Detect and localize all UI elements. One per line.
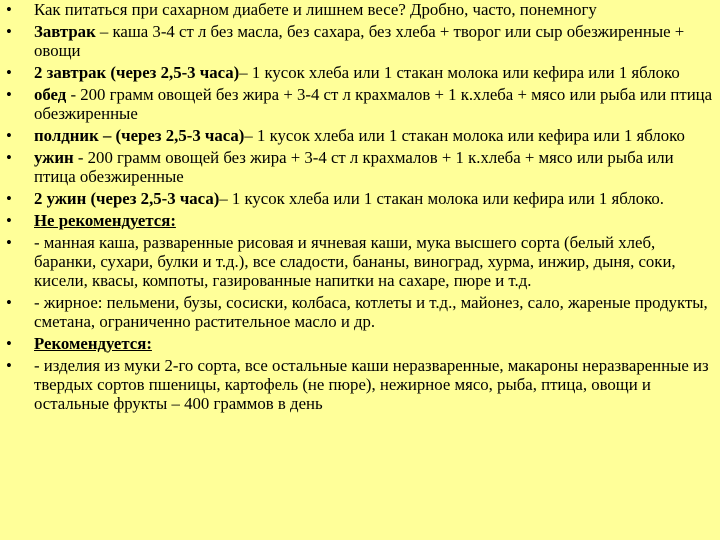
- meal-name: 2 завтрак (через 2,5-3 часа): [34, 63, 240, 82]
- list-item-lunch: [6, 85, 716, 123]
- diet-text-box: [6, 0, 716, 416]
- meal-name: Завтрак: [34, 22, 96, 41]
- item-text: – 1 кусок хлеба или 1 стакан молока или кефира или 1 яблоко: [244, 126, 685, 145]
- list-item-recommended-heading: [6, 334, 716, 353]
- bullet-icon: •: [6, 356, 12, 375]
- item-text: – 1 кусок хлеба или 1 стакан молока или кефира или 1 яблоко.: [219, 189, 664, 208]
- bullet-icon: •: [6, 0, 12, 19]
- list-item-not-recommended-carbs: [6, 233, 716, 290]
- diet-bullet-list: [6, 0, 716, 413]
- list-item-intro: [6, 0, 716, 19]
- list-item-second-dinner: [6, 189, 716, 208]
- list-item-recommended-foods: [6, 356, 716, 413]
- list-item-not-recommended-heading: [6, 211, 716, 230]
- item-text: - 200 грамм овощей без жира + 3-4 ст л крахмалов + 1 к.хлеба + мясо или рыба или птица обезжиренные: [34, 85, 713, 123]
- section-heading: Не рекомендуется:: [34, 211, 176, 230]
- meal-name: ужин: [34, 148, 74, 167]
- bullet-icon: •: [6, 334, 12, 353]
- bullet-icon: •: [6, 85, 12, 104]
- item-text: - изделия из муки 2-го сорта, все остальные каши неразваренные, макароны неразваренные из твердых сортов пшеницы, картофель (не пюре), нежирное мясо, рыба, птица, овощи и остальные фрукты – 400 граммов в день: [34, 356, 709, 413]
- meal-name: полдник – (через 2,5-3 часа): [34, 126, 245, 145]
- list-item-afternoon-snack: [6, 126, 716, 145]
- meal-name: обед: [34, 85, 67, 104]
- item-text: - манная каша, разваренные рисовая и ячневая каши, мука высшего сорта (белый хлеб, баранки, сухари, булки и т.д.), все сладости, бананы, виноград, хурма, инжир, дыня, соки, кисели, квасы, компоты, газированные напитки на сахаре, пюре и т.д.: [34, 233, 676, 290]
- list-item-breakfast: [6, 22, 716, 60]
- bullet-icon: •: [6, 233, 12, 252]
- item-text: – 1 кусок хлеба или 1 стакан молока или кефира или 1 яблоко: [239, 63, 680, 82]
- item-text: – каша 3-4 ст л без масла, без сахара, без хлеба + творог или сыр обезжиренные + овощи: [34, 22, 685, 60]
- list-item-dinner: [6, 148, 716, 186]
- bullet-icon: •: [6, 63, 12, 82]
- item-text: - 200 грамм овощей без жира + 3-4 ст л крахмалов + 1 к.хлеба + мясо или рыба или птица обезжиренные: [34, 148, 674, 186]
- item-text: - жирное: пельмени, бузы, сосиски, колбаса, котлеты и т.д., майонез, сало, жареные продукты, сметана, ограниченно растительное масло и др.: [34, 293, 708, 331]
- bullet-icon: •: [6, 211, 12, 230]
- bullet-icon: •: [6, 189, 12, 208]
- bullet-icon: •: [6, 22, 12, 41]
- bullet-icon: •: [6, 148, 12, 167]
- list-item-not-recommended-fatty: [6, 293, 716, 331]
- meal-name: 2 ужин (через 2,5-3 часа): [34, 189, 220, 208]
- bullet-icon: •: [6, 293, 12, 312]
- item-text: Как питаться при сахарном диабете и лишнем весе? Дробно, часто, понемногу: [34, 0, 597, 19]
- section-heading: Рекомендуется:: [34, 334, 152, 353]
- bullet-icon: •: [6, 126, 12, 145]
- list-item-second-breakfast: [6, 63, 716, 82]
